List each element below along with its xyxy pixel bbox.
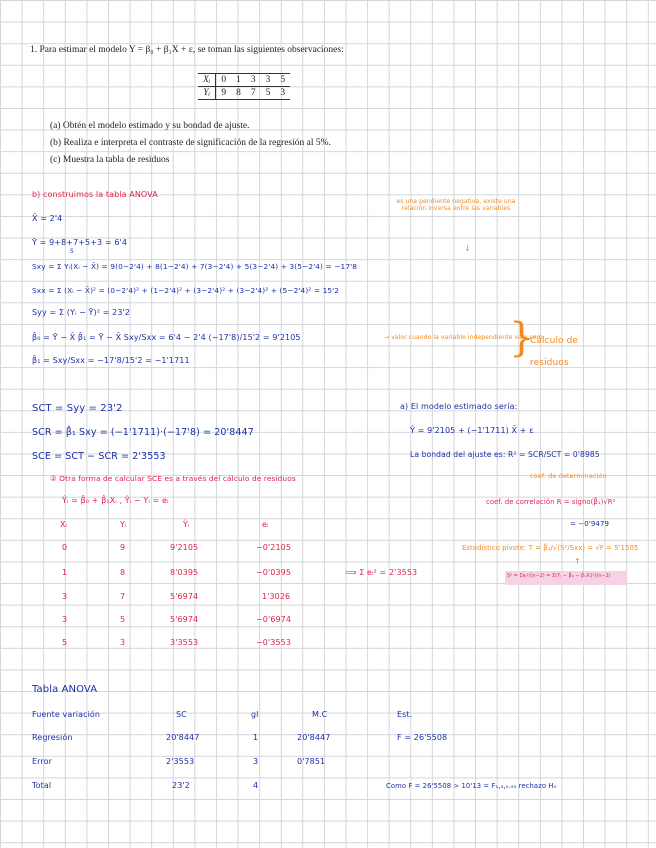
anova-sc: 20'8447 — [166, 733, 200, 742]
res-y: 9 — [120, 543, 126, 552]
res-e: −0'2105 — [256, 543, 292, 552]
anova-mc: 0'7851 — [297, 757, 326, 766]
anova-header-sc: SC — [176, 710, 187, 719]
anova-title: Tabla ANOVA — [32, 684, 98, 695]
sxx-line: Sxx = Σ (Xᵢ − X̄)² = (0−2'4)² + (1−2'4)² + (3−2'4)² + (3−2'4)² + (5−2'4)² = 15'2 — [32, 286, 340, 295]
coef-corr-value: = −0'9479 — [570, 520, 610, 528]
table-row — [0, 568, 330, 580]
anova-gl: 4 — [253, 781, 259, 790]
res-header-x: Xᵢ — [60, 520, 68, 529]
ybar-line: Ȳ = 9+8+7+5+3 = 6'4 — [32, 238, 128, 247]
anova-conclusion: Como F = 26'5508 > 10'13 = F₁,₃,₀.₉₅ rechazo H₀ — [386, 782, 557, 790]
b1-line: β̂₁ = Sxy/Sxx = −17'8/15'2 = −1'1711 — [32, 356, 190, 365]
table-row — [0, 638, 330, 650]
part-b: (b) Realiza e interpreta el contraste de significación de la regresión al 5%. — [50, 138, 331, 148]
coef-det-label: coef. de determinación — [530, 472, 607, 480]
y-label: Yᵢ — [198, 87, 216, 100]
part-c: (c) Muestra la tabla de residuos — [50, 155, 170, 165]
anova-sc: 23'2 — [172, 781, 190, 790]
res-e: −0'0395 — [256, 568, 292, 577]
xbar-line: X̄ = 2'4 — [32, 214, 63, 223]
x-label: Xᵢ — [198, 74, 216, 87]
x-val: 0 — [216, 74, 231, 87]
brace-icon: } — [509, 315, 535, 361]
anova-source: Total — [32, 781, 52, 790]
res-y: 3 — [120, 638, 126, 647]
x-val: 1 — [231, 74, 246, 87]
table-row — [0, 757, 640, 769]
x-val: 3 — [246, 74, 261, 87]
scr-line: SCR = β̂₁ Sxy = (−1'1711)·(−17'8) = 20'8447 — [32, 427, 254, 438]
problem-statement: 1. Para estimar el modelo Y = β₀ + β₁X + ε, se toman las siguientes observaciones: — [30, 45, 344, 55]
s2-formula: S² = Σeᵢ²/(n−2) = Σ(Yᵢ − β̂₀ − β̂₁Xᵢ)²/(n−2) — [507, 574, 611, 579]
table-row — [0, 733, 640, 745]
notes-heading: b) construimos la tabla ANOVA — [32, 190, 158, 199]
sce-line: SCE = SCT − SCR = 2'3553 — [32, 451, 166, 462]
table-row — [0, 543, 330, 555]
model-heading: a) El modelo estimado sería: — [400, 402, 518, 411]
res-y: 7 — [120, 592, 126, 601]
arrow-up-icon: ↑ — [574, 557, 581, 566]
anova-header-source: Fuente variación — [32, 710, 101, 719]
anova-source: Regresión — [32, 733, 73, 742]
res-header-y: Yᵢ — [120, 520, 127, 529]
table-row — [0, 615, 330, 627]
res-x: 0 — [62, 543, 68, 552]
y-val: 8 — [231, 87, 246, 100]
bondad-line: La bondad del ajuste es: R² = SCR/SCT = 0'8985 — [410, 450, 600, 459]
anova-header-est: Est. — [397, 710, 413, 719]
model-equation: Ŷ = 9'2105 + (−1'1711) X̄ + ε — [410, 426, 534, 435]
res-x: 3 — [62, 615, 68, 624]
arrow-down-icon: ↓ — [464, 244, 471, 253]
res-y: 5 — [120, 615, 126, 624]
res-yhat: 8'0395 — [170, 568, 199, 577]
res-yhat: 5'6974 — [170, 592, 199, 601]
res-yhat: 3'3553 — [170, 638, 199, 647]
res-x: 3 — [62, 592, 68, 601]
b0-line: β̂₀ = Ȳ − X̄ β̂₁ = Ȳ − X̄ Sxy/Sxx = 6'4 − 2'4 (−17'8)/15'2 = 9'2105 — [32, 333, 301, 342]
slope-note: es una pendiente negativa, existe una relación inversa entre las variables — [396, 198, 516, 212]
res-e: −0'6974 — [256, 615, 292, 624]
anova-gl: 1 — [253, 733, 259, 742]
res-x: 1 — [62, 568, 68, 577]
sum-residuals: ⟹ Σ eᵢ² = 2'3553 — [345, 568, 418, 577]
estad-pivote: Estadístico pivote: T = β̂₁/√(S²/Sxx) = √F = 5'1505 — [462, 544, 639, 552]
sxy-line: Sxy = Σ Yᵢ(Xᵢ − X̄) = 9(0−2'4) + 8(1−2'4) + 7(3−2'4) + 5(3−2'4) + 3(5−2'4) = −17'8 — [32, 262, 358, 271]
part-a: (a) Obtén el modelo estimado y su bondad de ajuste. — [50, 121, 250, 131]
calc-label: Cálculo de residuos — [530, 336, 579, 368]
ybar-denominator: 5 — [70, 248, 74, 255]
coef-corr-label: coef. de correlación R = signo(β̂₁)√R² — [486, 498, 616, 506]
res-yhat: 5'6974 — [170, 615, 199, 624]
anova-header-gl: gl — [251, 710, 259, 719]
res-yhat: 9'2105 — [170, 543, 199, 552]
anova-est: F = 26'5508 — [397, 733, 448, 742]
syy-line: Syy = Σ (Yᵢ − Ȳ)² = 23'2 — [32, 308, 131, 317]
res-header-e: eᵢ — [262, 520, 269, 529]
y-val: 5 — [261, 87, 276, 100]
res-header-yhat: Ŷᵢ — [183, 520, 190, 529]
table-row — [0, 592, 330, 604]
res-x: 5 — [62, 638, 68, 647]
otra-forma-line: ② Otra forma de calcular SCE es a través del cálculo de residuos — [50, 474, 296, 483]
anova-header-mc: M.C — [312, 710, 328, 719]
res-y: 8 — [120, 568, 126, 577]
observations-table — [198, 73, 290, 100]
y-val: 9 — [216, 87, 231, 100]
b0-note: → valor cuando la variable independiente vale cero — [384, 334, 543, 341]
prediction-line: Ŷᵢ = β̂₀ + β̂₁Xᵢ , Ŷᵢ − Yᵢ = eᵢ — [62, 496, 169, 505]
res-e: 1'3026 — [262, 592, 291, 601]
anova-sc: 2'3553 — [166, 757, 195, 766]
y-val: 7 — [246, 87, 261, 100]
sct-line: SCT = Syy = 23'2 — [32, 403, 123, 414]
x-val: 3 — [261, 74, 276, 87]
x-val: 5 — [275, 74, 290, 87]
anova-source: Error — [32, 757, 52, 766]
y-val: 3 — [275, 87, 290, 100]
anova-mc: 20'8447 — [297, 733, 331, 742]
res-e: −0'3553 — [256, 638, 292, 647]
anova-gl: 3 — [253, 757, 259, 766]
